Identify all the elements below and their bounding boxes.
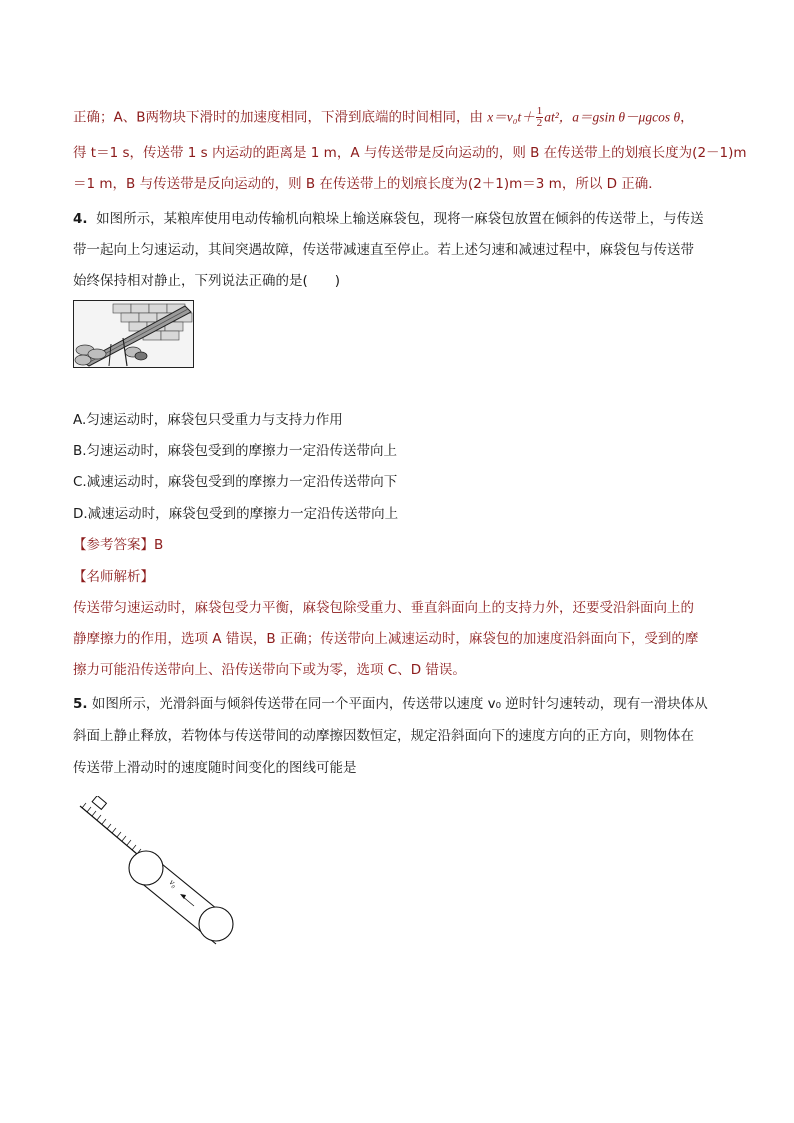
q4-option-c: C.减速运动时，麻袋包受到的摩擦力一定沿传送带向下	[73, 474, 398, 490]
prev-solution-line2: 得 t＝1 s，传送带 1 s 内运动的距离是 1 m，A 与传送带是反向运动的，则 B 在传送带上的划痕长度为(2－1)m	[73, 145, 747, 161]
q5-number: 5.	[73, 696, 88, 712]
prev-solution-line1	[73, 106, 694, 129]
formula-a: a＝gsin θ－μgcos θ	[572, 109, 681, 125]
fraction-denominator: 2	[536, 117, 543, 129]
v0-label: v₀	[167, 876, 180, 890]
q4-answer	[73, 535, 163, 555]
formula-x-lhs: x＝v₀t＋	[487, 109, 535, 125]
q4-analysis-line2: 静摩擦力的作用，选项 A 错误，B 正确；传送带向上减速运动时，麻袋包的加速度沿斜面向下，受到的摩	[73, 631, 699, 647]
prev-solution-line1-end: ，	[680, 109, 694, 126]
q4-analysis-label: 【名师解析】	[73, 569, 154, 585]
fraction-numerator: 1	[536, 105, 543, 117]
q5-stem-line2: 斜面上静止释放，若物体与传送带间的动摩擦因数恒定，规定沿斜面向下的速度方向的正方向，则物体在	[73, 728, 694, 744]
fraction-half	[536, 106, 544, 129]
q5-stem-line3: 传送带上滑动时的速度随时间变化的图线可能是	[73, 760, 357, 776]
q4-option-a: A.匀速运动时，麻袋包只受重力与支持力作用	[73, 412, 343, 428]
formula-x-rhs: at²，	[544, 109, 573, 125]
q4-stem-line3: 始终保持相对静止，下列说法正确的是( )	[73, 273, 341, 289]
q4-option-d: D.减速运动时，麻袋包受到的摩擦力一定沿传送带向上	[73, 506, 399, 522]
q4-number: 4.	[73, 211, 88, 227]
prev-solution-line3: ＝1 m，B 与传送带是反向运动的，则 B 在传送带上的划痕长度为(2＋1)m＝3 m，所以 D 正确．	[73, 176, 662, 192]
q4-option-b: B.匀速运动时，麻袋包受到的摩擦力一定沿传送带向上	[73, 443, 398, 459]
q5-stem-text1: 如图所示，光滑斜面与倾斜传送带在同一个平面内，传送带以速度 v₀ 逆时针匀速转动，现有一滑块体从	[91, 696, 708, 712]
q4-analysis-line1: 传送带匀速运动时，麻袋包受力平衡，麻袋包除受重力、垂直斜面向上的支持力外，还要受沿斜面向上的	[73, 600, 694, 616]
q4-stem-text1: 如图所示，某粮库使用电动传输机向粮垛上输送麻袋包，现将一麻袋包放置在倾斜的传送带上，与传送	[96, 211, 704, 227]
q4-conveyor-figure	[73, 300, 194, 368]
q4-analysis-line3: 擦力可能沿传送带向上、沿传送带向下或为零，选项 C、D 错误。	[73, 662, 466, 678]
answer-value: B	[154, 537, 164, 553]
answer-label: 【参考答案】	[73, 537, 154, 553]
q4-stem-line2: 带一起向上匀速运动，其间突遇故障，传送带减速直至停止。若上述匀速和减速过程中，麻袋包与传送带	[73, 242, 694, 258]
q5-stem-line1	[73, 694, 708, 714]
q5-incline-conveyor-figure	[76, 796, 240, 946]
prev-solution-text: 正确；A、B两物块下滑时的加速度相同，下滑到底端的时间相同，由	[73, 109, 488, 126]
q4-stem-line1	[73, 209, 704, 229]
